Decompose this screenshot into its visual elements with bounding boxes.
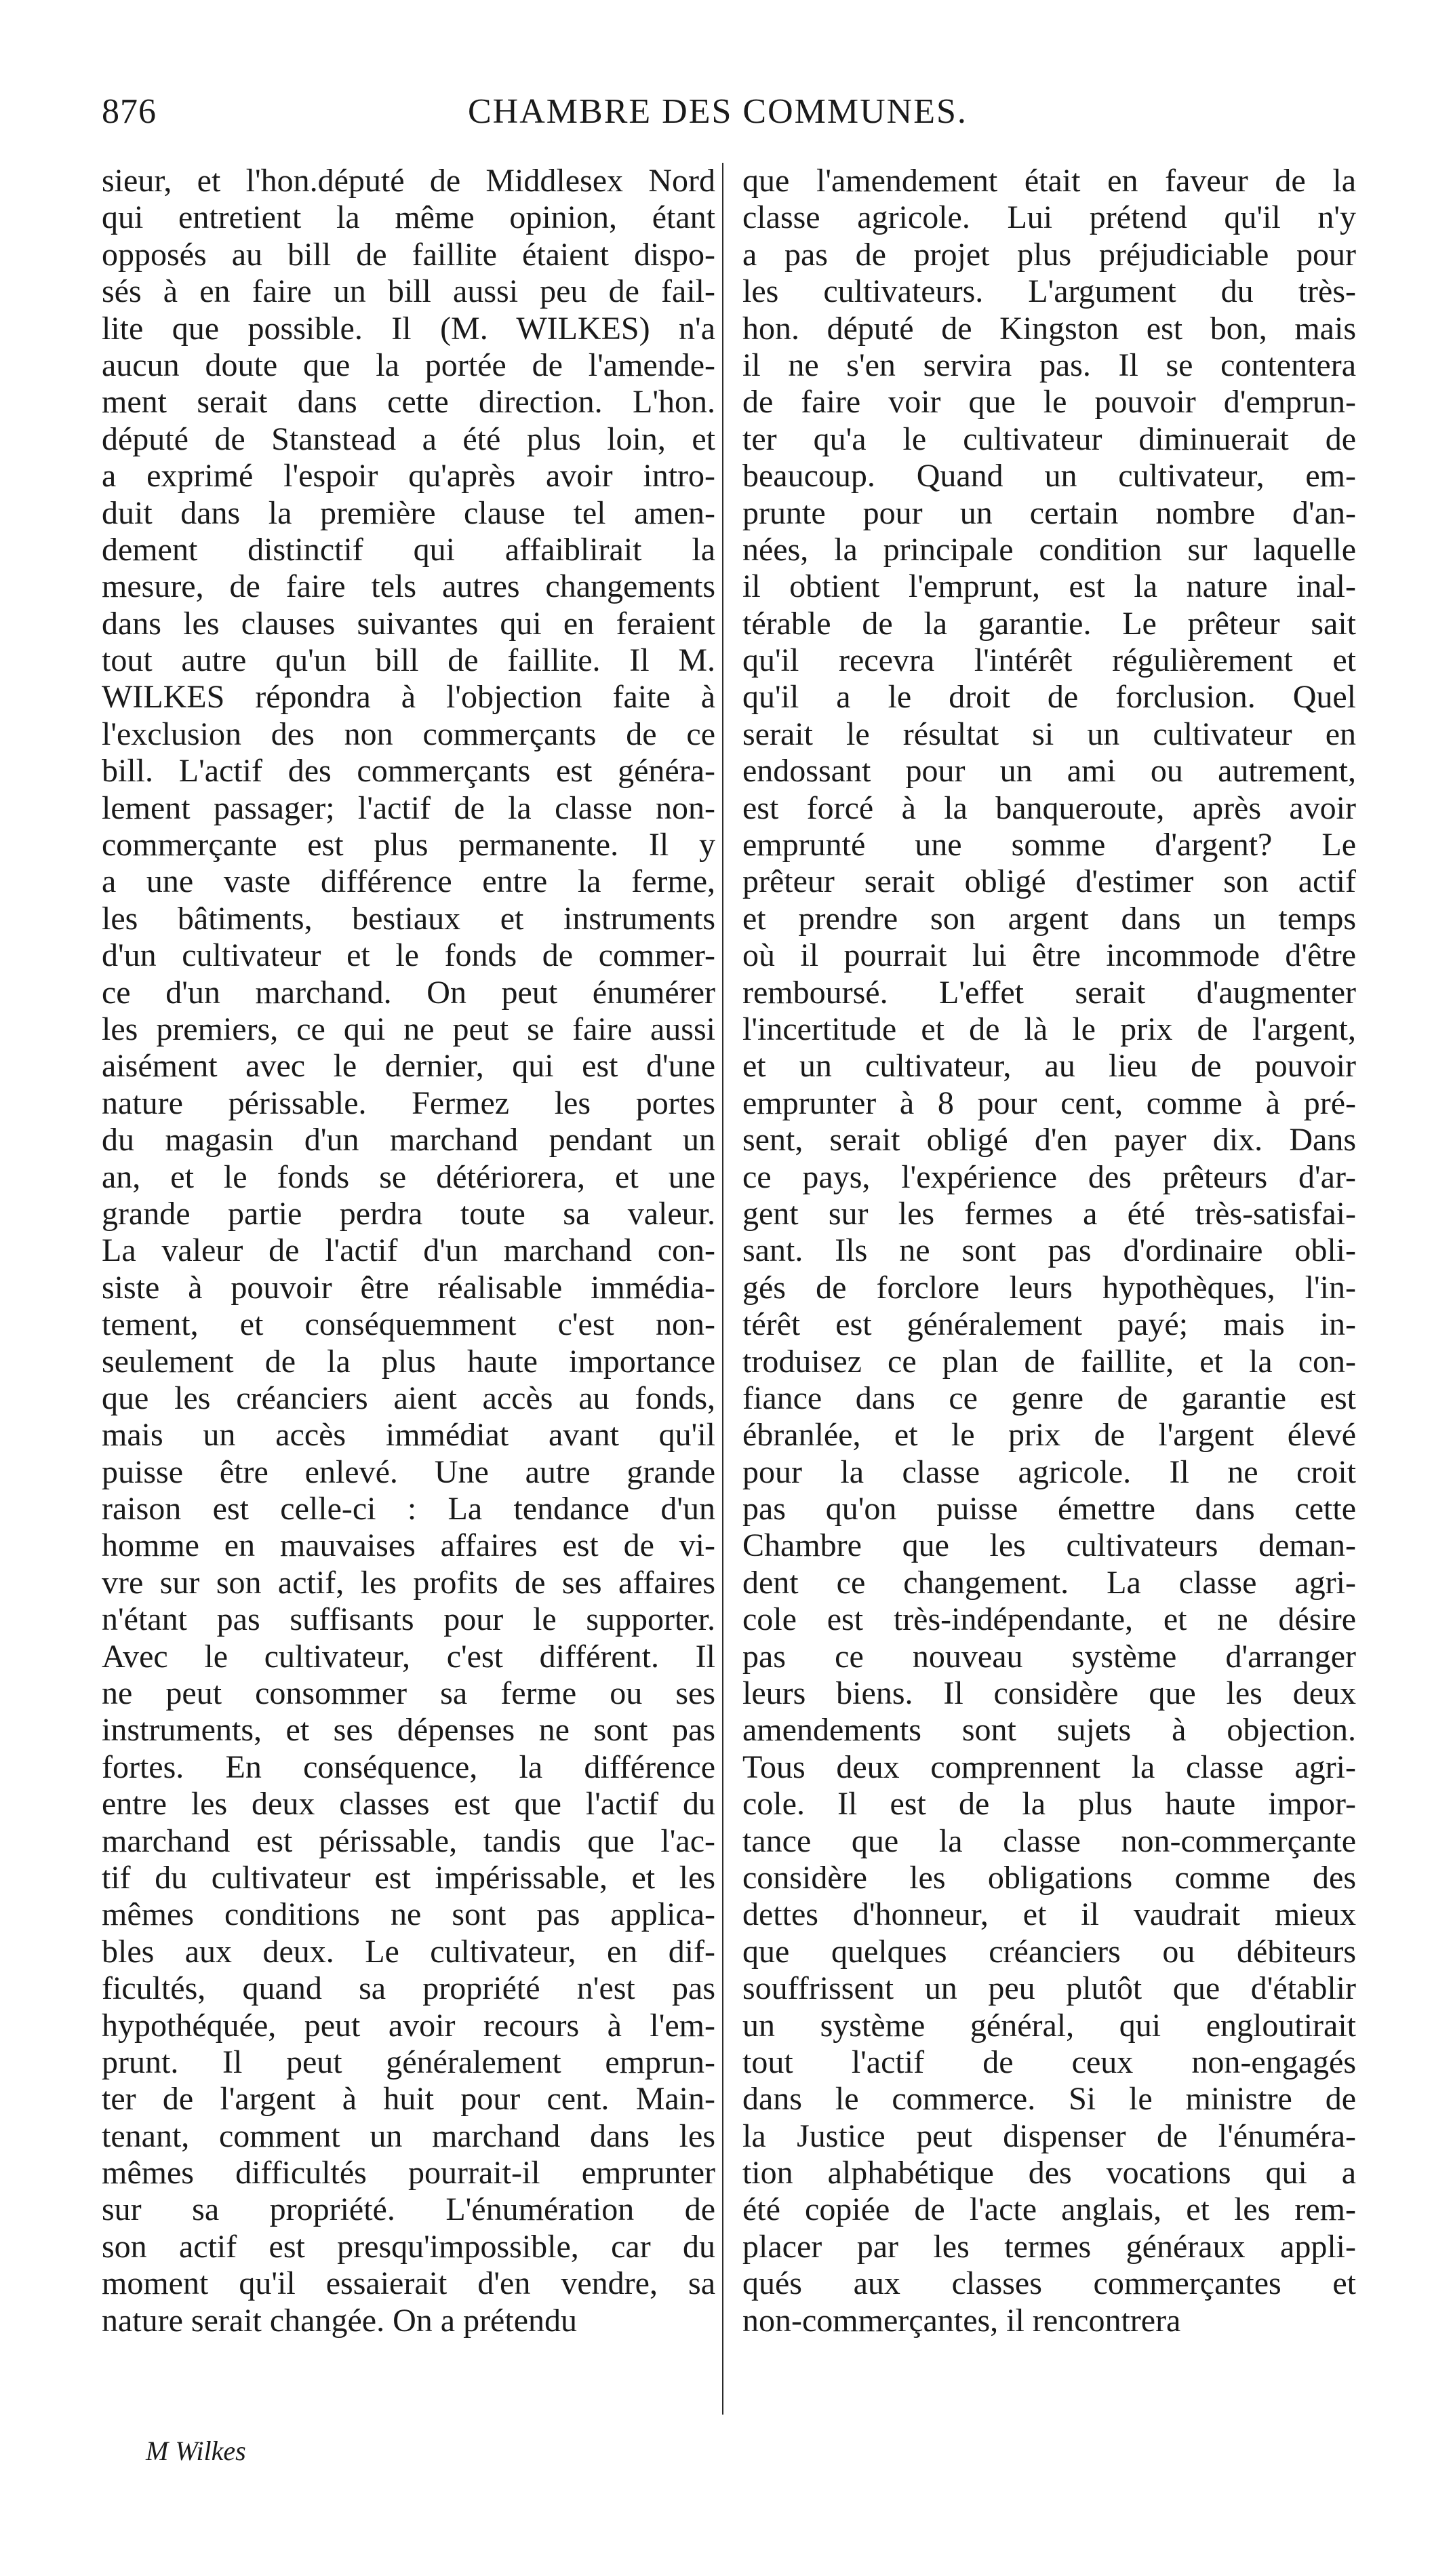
text-line: tout l'actif de ceux non-engagés [742, 2044, 1356, 2080]
text-line: emprunter à 8 pour cent, comme à pré- [742, 1085, 1356, 1121]
text-line: seulement de la plus haute importance [102, 1343, 715, 1380]
text-line: ter de l'argent à huit pour cent. Main- [102, 2081, 715, 2118]
text-line: cole. Il est de la plus haute impor- [742, 1786, 1356, 1822]
text-line: siste à pouvoir être réalisable immédia- [102, 1269, 715, 1306]
text-line: hypothéquée, peut avoir recours à l'em- [102, 2007, 715, 2044]
text-line: de faire voir que le pouvoir d'emprun- [742, 384, 1356, 421]
text-line: dans les clauses suivantes qui en feraient [102, 605, 715, 642]
text-line: beaucoup. Quand un cultivateur, em- [742, 458, 1356, 494]
running-head [102, 92, 1342, 139]
text-line: bles aux deux. Le cultivateur, en dif- [102, 1933, 715, 1970]
text-line: sant. Ils ne sont pas d'ordinaire obli- [742, 1232, 1356, 1269]
text-line: commerçante est plus permanente. Il y [102, 827, 715, 863]
text-line: qu'il a le droit de forclusion. Quel [742, 679, 1356, 716]
text-line: pour la classe agricole. Il ne croit [742, 1453, 1356, 1490]
text-line: les cultivateurs. L'argument du très- [742, 273, 1356, 310]
text-line: La valeur de l'actif d'un marchand con- [102, 1232, 715, 1269]
text-line: tance que la classe non-commerçante [742, 1822, 1356, 1859]
text-line: ter qu'a le cultivateur diminuerait de [742, 421, 1356, 457]
text-line: dans le commerce. Si le ministre de [742, 2081, 1356, 2118]
text-line: la Justice peut dispenser de l'énuméra- [742, 2118, 1356, 2154]
text-line: ment serait dans cette direction. L'hon. [102, 384, 715, 421]
text-line: fortes. En conséquence, la différence [102, 1749, 715, 1785]
text-line: ne peut consommer sa ferme ou ses [102, 1675, 715, 1712]
text-line: an, et le fonds se détériorera, et une [102, 1158, 715, 1195]
text-line: classe agricole. Lui prétend qu'il n'y [742, 199, 1356, 236]
right-text-column [742, 163, 1356, 2339]
text-line: été copiée de l'acte anglais, et les rem- [742, 2191, 1356, 2228]
page-number: 876 [102, 92, 157, 131]
text-line: Chambre que les cultivateurs deman- [742, 1527, 1356, 1564]
text-line: considère les obligations comme des [742, 1859, 1356, 1896]
text-line: un système général, qui engloutirait [742, 2007, 1356, 2044]
text-line: endossant pour un ami ou autrement, [742, 753, 1356, 789]
text-line: mais un accès immédiat avant qu'il [102, 1417, 715, 1453]
text-line: non-commerçantes, il rencontrera [742, 2302, 1181, 2339]
text-line: tement, et conséquemment c'est non- [102, 1306, 715, 1343]
text-line: les premiers, ce qui ne peut se faire aussi [102, 1011, 715, 1047]
text-line: serait le résultat si un cultivateur en [742, 716, 1356, 752]
text-line: puisse être enlevé. Une autre grande [102, 1453, 715, 1490]
text-line: du magasin d'un marchand pendant un [102, 1122, 715, 1158]
text-line: nature serait changée. On a prétendu [102, 2302, 577, 2339]
text-line: dement distinctif qui affaiblirait la [102, 531, 715, 568]
text-line: lement passager; l'actif de la classe non- [102, 789, 715, 826]
text-line: emprunté une somme d'argent? Le [742, 827, 1356, 863]
text-line: que quelques créanciers ou débiteurs [742, 1933, 1356, 1970]
text-line: troduisez ce plan de faillite, et la con- [742, 1343, 1356, 1380]
text-line: a une vaste différence entre la ferme, [102, 863, 715, 900]
running-title: CHAMBRE DES COMMUNES. [468, 92, 968, 131]
text-line: mêmes difficultés pourrait-il emprunter [102, 2155, 715, 2191]
text-line: ficultés, quand sa propriété n'est pas [102, 1970, 715, 2007]
text-line: homme en mauvaises affaires est de vi- [102, 1527, 715, 1564]
text-line: les bâtiments, bestiaux et instruments [102, 900, 715, 937]
text-line: entre les deux classes est que l'actif du [102, 1786, 715, 1822]
text-line: l'incertitude et de là le prix de l'argent, [742, 1011, 1356, 1047]
text-line: leurs biens. Il considère que les deux [742, 1675, 1356, 1712]
text-line: tif du cultivateur est impérissable, et les [102, 1859, 715, 1896]
text-line: que les créanciers aient accès au fonds, [102, 1380, 715, 1416]
text-line: d'un cultivateur et le fonds de commer- [102, 937, 715, 974]
text-line: cole est très-indépendante, et ne désire [742, 1601, 1356, 1638]
text-line: duit dans la première clause tel amen- [102, 494, 715, 531]
text-line: prunt. Il peut généralement emprun- [102, 2044, 715, 2080]
text-line: sur sa propriété. L'énumération de [102, 2191, 715, 2228]
text-line: sés à en faire un bill aussi peu de fail- [102, 273, 715, 310]
text-line: tenant, comment un marchand dans les [102, 2118, 715, 2154]
text-line: mêmes conditions ne sont pas applica- [102, 1896, 715, 1933]
text-line: aucun doute que la portée de l'amende- [102, 347, 715, 383]
text-line: et un cultivateur, au lieu de pouvoir [742, 1048, 1356, 1085]
text-line: moment qu'il essaierait d'en vendre, sa [102, 2265, 715, 2302]
text-line: bill. L'actif des commerçants est généra- [102, 753, 715, 789]
text-line: il ne s'en servira pas. Il se contentera [742, 347, 1356, 383]
text-line: ébranlée, et le prix de l'argent élevé [742, 1417, 1356, 1453]
text-line: WILKES répondra à l'objection faite à [102, 679, 715, 716]
text-line: sieur, et l'hon.député de Middlesex Nord [102, 163, 715, 199]
text-line: gent sur les fermes a été très-satisfai- [742, 1195, 1356, 1232]
text-line: il obtient l'emprunt, est la nature inal- [742, 568, 1356, 605]
text-line: instruments, et ses dépenses ne sont pas [102, 1712, 715, 1749]
text-line: l'exclusion des non commerçants de ce [102, 716, 715, 752]
text-line: qui entretient la même opinion, étant [102, 199, 715, 236]
text-line: raison est celle-ci : La tendance d'un [102, 1491, 715, 1527]
text-line: placer par les termes généraux appli- [742, 2228, 1356, 2265]
text-line: ce pays, l'expérience des prêteurs d'ar- [742, 1158, 1356, 1195]
left-text-column [102, 163, 715, 2339]
column-divider [722, 163, 723, 2415]
text-line: vre sur son actif, les profits de ses affaires [102, 1564, 715, 1601]
text-line: et prendre son argent dans un temps [742, 900, 1356, 937]
text-line: souffrissent un peu plutôt que d'établir [742, 1970, 1356, 2007]
text-line: amendements sont sujets à objection. [742, 1712, 1356, 1749]
text-line: prunte pour un certain nombre d'an- [742, 494, 1356, 531]
text-line: pas ce nouveau système d'arranger [742, 1638, 1356, 1675]
margin-note-speaker: M Wilkes [146, 2436, 246, 2466]
text-line: nées, la principale condition sur laquelle [742, 531, 1356, 568]
text-line: a pas de projet plus préjudiciable pour [742, 236, 1356, 273]
text-line: fiance dans ce genre de garantie est [742, 1380, 1356, 1416]
text-line: remboursé. L'effet serait d'augmenter [742, 974, 1356, 1011]
text-line: son actif est presqu'impossible, car du [102, 2228, 715, 2265]
text-line: dettes d'honneur, et il vaudrait mieux [742, 1896, 1356, 1933]
text-line: térêt est généralement payé; mais in- [742, 1306, 1356, 1343]
text-line: qu'il recevra l'intérêt régulièrement et [742, 642, 1356, 679]
text-line: tion alphabétique des vocations qui a [742, 2155, 1356, 2191]
text-line: a exprimé l'espoir qu'après avoir intro- [102, 458, 715, 494]
text-line: aisément avec le dernier, qui est d'une [102, 1048, 715, 1085]
text-line: térable de la garantie. Le prêteur sait [742, 605, 1356, 642]
text-line: nature périssable. Fermez les portes [102, 1085, 715, 1121]
text-line: lite que possible. Il (M. WILKES) n'a [102, 310, 715, 347]
text-line: opposés au bill de faillite étaient dispo- [102, 236, 715, 273]
text-line: Tous deux comprennent la classe agri- [742, 1749, 1356, 1785]
text-line: prêteur serait obligé d'estimer son actif [742, 863, 1356, 900]
text-line: Avec le cultivateur, c'est différent. Il [102, 1638, 715, 1675]
text-line: hon. député de Kingston est bon, mais [742, 310, 1356, 347]
text-line: gés de forclore leurs hypothèques, l'in- [742, 1269, 1356, 1306]
text-line: où il pourrait lui être incommode d'être [742, 937, 1356, 974]
text-line: marchand est périssable, tandis que l'ac- [102, 1822, 715, 1859]
text-line: ce d'un marchand. On peut énumérer [102, 974, 715, 1011]
text-line: sent, serait obligé d'en payer dix. Dans [742, 1122, 1356, 1158]
text-line: qués aux classes commerçantes et [742, 2265, 1356, 2302]
text-line: tout autre qu'un bill de faillite. Il M. [102, 642, 715, 679]
text-line: mesure, de faire tels autres changements [102, 568, 715, 605]
text-line: est forcé à la banqueroute, après avoir [742, 789, 1356, 826]
text-line: grande partie perdra toute sa valeur. [102, 1195, 715, 1232]
text-line: que l'amendement était en faveur de la [742, 163, 1356, 199]
text-line: pas qu'on puisse émettre dans cette [742, 1491, 1356, 1527]
text-line: n'étant pas suffisants pour le supporter. [102, 1601, 715, 1638]
text-line: dent ce changement. La classe agri- [742, 1564, 1356, 1601]
text-line: député de Stanstead a été plus loin, et [102, 421, 715, 457]
